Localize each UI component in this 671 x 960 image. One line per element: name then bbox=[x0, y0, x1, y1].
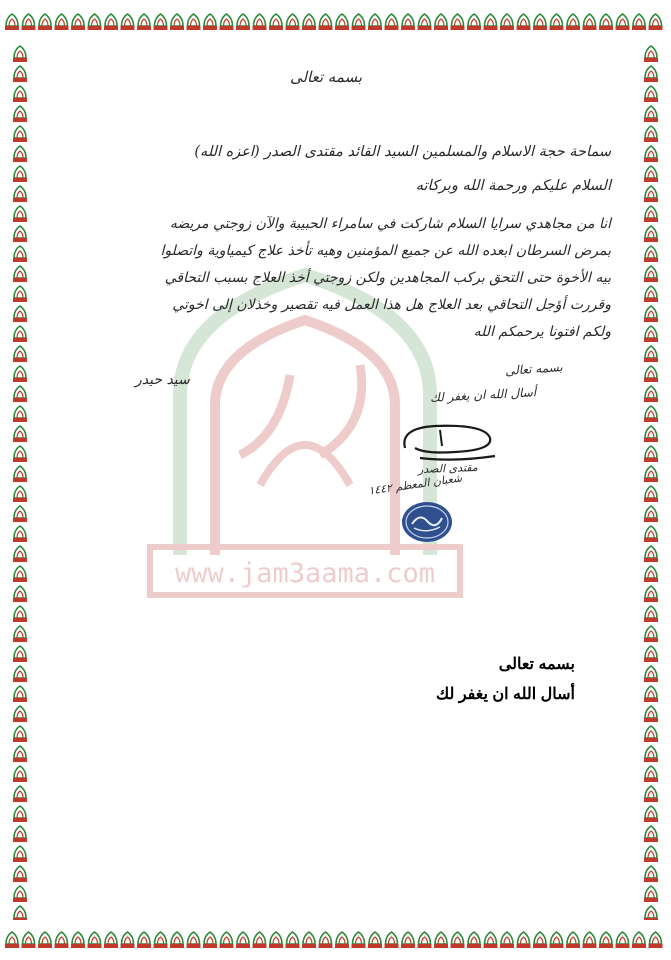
border-motif-icon bbox=[13, 846, 27, 862]
border-motif-icon bbox=[13, 466, 27, 482]
border-motif-icon bbox=[170, 14, 184, 30]
border-motif-icon bbox=[644, 686, 658, 702]
border-motif-icon bbox=[13, 146, 27, 162]
border-motif-icon bbox=[533, 932, 547, 948]
typed-reply-basmala: بسمه تعالى bbox=[498, 656, 575, 673]
official-seal bbox=[400, 500, 454, 544]
letter-basmala: بسمه تعالى bbox=[289, 68, 363, 86]
border-motif-icon bbox=[13, 806, 27, 822]
border-motif-icon bbox=[385, 14, 399, 30]
border-motif-icon bbox=[401, 932, 415, 948]
border-motif-icon bbox=[644, 166, 658, 182]
border-motif-icon bbox=[13, 586, 27, 602]
border-motif-icon bbox=[13, 486, 27, 502]
border-motif-icon bbox=[566, 14, 580, 30]
border-motif-icon bbox=[286, 14, 300, 30]
decorative-border-right bbox=[631, 40, 671, 920]
border-motif-icon bbox=[599, 14, 613, 30]
border-motif-icon bbox=[13, 386, 27, 402]
border-motif-icon bbox=[253, 14, 267, 30]
border-motif-icon bbox=[583, 14, 597, 30]
border-motif-icon bbox=[187, 932, 201, 948]
border-motif-icon bbox=[644, 606, 658, 622]
border-motif-icon bbox=[13, 706, 27, 722]
border-motif-icon bbox=[644, 186, 658, 202]
border-motif-icon bbox=[517, 14, 531, 30]
border-motif-icon bbox=[13, 446, 27, 462]
border-motif-icon bbox=[500, 932, 514, 948]
border-motif-icon bbox=[467, 932, 481, 948]
signature-date: شعبان المعظم ١٤٤٢ bbox=[367, 471, 463, 498]
border-motif-icon bbox=[13, 866, 27, 882]
border-motif-icon bbox=[5, 14, 19, 30]
border-motif-icon bbox=[644, 866, 658, 882]
decorative-border-left bbox=[0, 40, 40, 920]
border-motif-icon bbox=[71, 14, 85, 30]
border-motif-icon bbox=[644, 546, 658, 562]
border-motif-icon bbox=[484, 932, 498, 948]
border-motif-icon bbox=[13, 186, 27, 202]
border-motif-icon bbox=[88, 14, 102, 30]
border-motif-icon bbox=[269, 932, 283, 948]
border-motif-icon bbox=[644, 826, 658, 842]
border-motif-icon bbox=[88, 932, 102, 948]
handwritten-basmala: بسمه تعالى bbox=[504, 360, 564, 378]
border-motif-icon bbox=[13, 326, 27, 342]
letter-signature-name: سيد حيدر bbox=[135, 372, 190, 388]
border-motif-icon bbox=[55, 932, 69, 948]
border-motif-icon bbox=[649, 932, 663, 948]
border-motif-icon bbox=[644, 226, 658, 242]
border-motif-icon bbox=[203, 932, 217, 948]
border-motif-icon bbox=[13, 506, 27, 522]
border-motif-icon bbox=[13, 786, 27, 802]
border-motif-icon bbox=[13, 686, 27, 702]
border-motif-icon bbox=[550, 14, 564, 30]
border-motif-icon bbox=[13, 86, 27, 102]
border-motif-icon bbox=[13, 646, 27, 662]
border-motif-icon bbox=[13, 246, 27, 262]
border-motif-icon bbox=[13, 226, 27, 242]
letter-body-line: بيه الأخوة حتى التحق بركب المجاهدين ولكن زوجتي أخذ العلاج بسبب التحاقي bbox=[164, 270, 611, 286]
border-motif-icon bbox=[644, 406, 658, 422]
border-motif-icon bbox=[38, 14, 52, 30]
border-motif-icon bbox=[38, 932, 52, 948]
border-motif-icon bbox=[644, 566, 658, 582]
border-motif-icon bbox=[13, 606, 27, 622]
border-motif-icon bbox=[13, 166, 27, 182]
border-motif-icon bbox=[644, 586, 658, 602]
border-motif-icon bbox=[632, 14, 646, 30]
border-motif-icon bbox=[644, 726, 658, 742]
border-motif-icon bbox=[644, 706, 658, 722]
border-motif-icon bbox=[644, 106, 658, 122]
border-motif-icon bbox=[649, 14, 663, 30]
border-motif-icon bbox=[644, 386, 658, 402]
border-motif-icon bbox=[451, 14, 465, 30]
border-motif-icon bbox=[500, 14, 514, 30]
border-motif-icon bbox=[644, 426, 658, 442]
border-motif-icon bbox=[319, 14, 333, 30]
letter-addressee: سماحة حجة الاسلام والمسلمين السيد القائد مقتدى الصدر (اعزه الله) bbox=[194, 144, 611, 160]
border-motif-icon bbox=[632, 932, 646, 948]
border-motif-icon bbox=[644, 346, 658, 362]
border-motif-icon bbox=[368, 14, 382, 30]
border-motif-icon bbox=[644, 646, 658, 662]
border-motif-icon bbox=[13, 566, 27, 582]
border-motif-icon bbox=[616, 14, 630, 30]
border-motif-icon bbox=[13, 306, 27, 322]
border-motif-icon bbox=[644, 626, 658, 642]
border-motif-icon bbox=[484, 14, 498, 30]
border-motif-icon bbox=[644, 206, 658, 222]
letter-body-line: انا من مجاهدي سرايا السلام شاركت في سامراء الحبيبة والآن زوجتي مريضه bbox=[169, 216, 611, 232]
handwritten-reply-text: أسال الله ان يغفر لك bbox=[429, 385, 537, 405]
border-motif-icon bbox=[13, 346, 27, 362]
border-motif-icon bbox=[644, 46, 658, 62]
border-motif-icon bbox=[434, 14, 448, 30]
border-motif-icon bbox=[13, 126, 27, 142]
decorative-border-top bbox=[0, 0, 671, 40]
border-motif-icon bbox=[599, 932, 613, 948]
letter-body-line: بمرض السرطان ابعده الله عن جميع المؤمنين وهيه تأخذ علاج كيمياوية واتصلوا bbox=[160, 243, 611, 259]
border-motif-icon bbox=[13, 766, 27, 782]
border-motif-icon bbox=[236, 14, 250, 30]
border-motif-icon bbox=[644, 486, 658, 502]
border-motif-icon bbox=[13, 546, 27, 562]
letter-body-line: وقررت أؤجل التحاقي بعد العلاج هل هذا العمل فيه تقصير وخذلان إلى اخوتي bbox=[172, 297, 611, 313]
border-motif-icon bbox=[13, 746, 27, 762]
border-motif-icon bbox=[467, 14, 481, 30]
border-motif-icon bbox=[644, 306, 658, 322]
border-motif-icon bbox=[335, 14, 349, 30]
border-motif-icon bbox=[644, 846, 658, 862]
border-motif-icon bbox=[352, 14, 366, 30]
border-motif-icon bbox=[170, 932, 184, 948]
border-motif-icon bbox=[13, 886, 27, 902]
border-motif-icon bbox=[644, 86, 658, 102]
border-motif-icon bbox=[71, 932, 85, 948]
border-motif-icon bbox=[13, 366, 27, 382]
border-motif-icon bbox=[286, 932, 300, 948]
border-motif-icon bbox=[154, 14, 168, 30]
border-motif-icon bbox=[13, 726, 27, 742]
border-motif-icon bbox=[644, 786, 658, 802]
border-motif-icon bbox=[418, 932, 432, 948]
border-motif-icon bbox=[644, 146, 658, 162]
border-motif-icon bbox=[644, 666, 658, 682]
border-motif-icon bbox=[302, 932, 316, 948]
border-motif-icon bbox=[644, 526, 658, 542]
letter-greeting: السلام عليكم ورحمة الله وبركاته bbox=[415, 178, 611, 194]
border-motif-icon bbox=[104, 14, 118, 30]
border-motif-icon bbox=[644, 766, 658, 782]
border-motif-icon bbox=[137, 14, 151, 30]
border-motif-icon bbox=[13, 626, 27, 642]
border-motif-icon bbox=[13, 66, 27, 82]
border-motif-icon bbox=[203, 14, 217, 30]
border-motif-icon bbox=[13, 206, 27, 222]
border-motif-icon bbox=[401, 14, 415, 30]
border-motif-icon bbox=[644, 446, 658, 462]
border-motif-icon bbox=[644, 906, 658, 920]
border-motif-icon bbox=[5, 932, 19, 948]
border-motif-icon bbox=[13, 106, 27, 122]
border-motif-icon bbox=[220, 14, 234, 30]
border-motif-icon bbox=[220, 932, 234, 948]
border-motif-icon bbox=[154, 932, 168, 948]
border-motif-icon bbox=[644, 466, 658, 482]
border-motif-icon bbox=[352, 932, 366, 948]
border-motif-icon bbox=[319, 932, 333, 948]
border-motif-icon bbox=[55, 14, 69, 30]
border-motif-icon bbox=[236, 932, 250, 948]
border-motif-icon bbox=[644, 126, 658, 142]
border-motif-icon bbox=[121, 14, 135, 30]
border-motif-icon bbox=[434, 932, 448, 948]
border-motif-icon bbox=[517, 932, 531, 948]
mosque-icon bbox=[180, 275, 430, 555]
border-motif-icon bbox=[13, 666, 27, 682]
border-motif-icon bbox=[644, 286, 658, 302]
decorative-border-bottom bbox=[0, 920, 671, 960]
border-motif-icon bbox=[550, 932, 564, 948]
border-motif-icon bbox=[385, 932, 399, 948]
letter-body-line: ولكم افتونا يرحمكم الله bbox=[473, 324, 611, 340]
border-motif-icon bbox=[644, 266, 658, 282]
border-motif-icon bbox=[644, 886, 658, 902]
border-motif-icon bbox=[368, 932, 382, 948]
border-motif-icon bbox=[22, 14, 36, 30]
typed-reply-text: أسال الله ان يغفر لك bbox=[436, 686, 575, 703]
border-motif-icon bbox=[13, 426, 27, 442]
border-motif-icon bbox=[644, 806, 658, 822]
border-motif-icon bbox=[253, 932, 267, 948]
border-motif-icon bbox=[13, 46, 27, 62]
border-motif-icon bbox=[644, 366, 658, 382]
border-motif-icon bbox=[187, 14, 201, 30]
border-motif-icon bbox=[644, 246, 658, 262]
border-motif-icon bbox=[22, 932, 36, 948]
border-motif-icon bbox=[451, 932, 465, 948]
border-motif-icon bbox=[644, 746, 658, 762]
border-motif-icon bbox=[644, 326, 658, 342]
border-motif-icon bbox=[616, 932, 630, 948]
border-motif-icon bbox=[104, 932, 118, 948]
border-motif-icon bbox=[13, 906, 27, 920]
border-motif-icon bbox=[13, 266, 27, 282]
border-motif-icon bbox=[302, 14, 316, 30]
border-motif-icon bbox=[583, 932, 597, 948]
border-motif-icon bbox=[644, 66, 658, 82]
border-motif-icon bbox=[137, 932, 151, 948]
border-motif-icon bbox=[13, 826, 27, 842]
signature-scribble bbox=[395, 418, 505, 468]
border-motif-icon bbox=[269, 14, 283, 30]
signature-label: مقتدى الصدر bbox=[417, 460, 478, 477]
border-motif-icon bbox=[566, 932, 580, 948]
border-motif-icon bbox=[13, 286, 27, 302]
watermark-website: www.jam3aama.com bbox=[174, 558, 436, 589]
border-motif-icon bbox=[13, 526, 27, 542]
border-motif-icon bbox=[418, 14, 432, 30]
border-motif-icon bbox=[13, 406, 27, 422]
border-motif-icon bbox=[644, 506, 658, 522]
border-motif-icon bbox=[533, 14, 547, 30]
border-motif-icon bbox=[335, 932, 349, 948]
border-motif-icon bbox=[121, 932, 135, 948]
